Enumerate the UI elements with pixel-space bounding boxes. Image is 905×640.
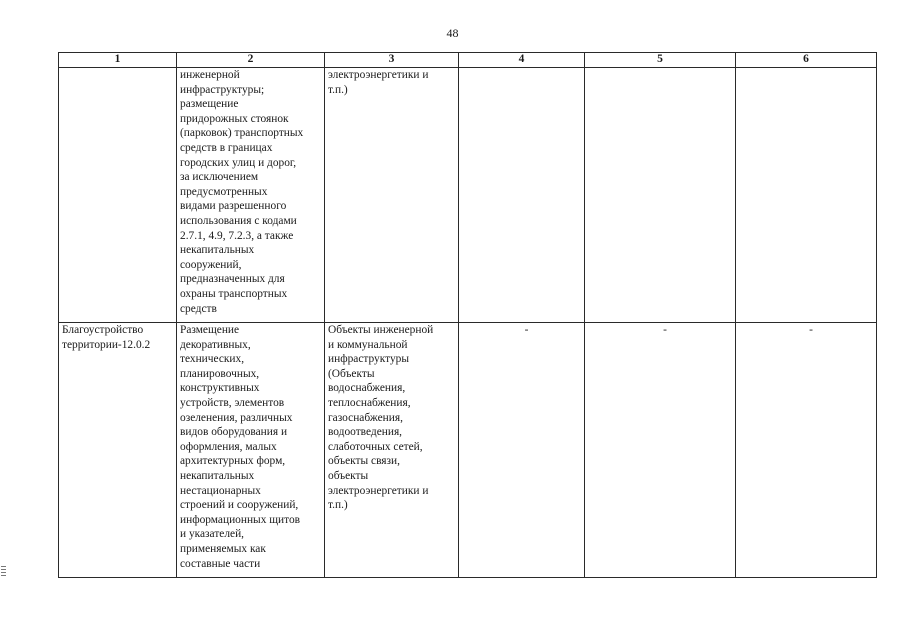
column-header-4: 4	[459, 53, 585, 68]
column-header-1: 1	[59, 53, 177, 68]
cell-capital-objects: электроэнергетики и т.п.)	[328, 69, 429, 96]
table-cell	[325, 68, 459, 323]
cell-column-4	[462, 68, 581, 322]
permitted-use-table	[58, 52, 877, 578]
table-row	[59, 68, 877, 323]
table-cell	[736, 323, 877, 578]
table-header-row	[59, 53, 877, 68]
table-cell	[59, 323, 177, 578]
cell-use-type	[62, 68, 173, 322]
table-row	[59, 323, 877, 578]
page-number: 48	[446, 26, 459, 40]
table-cell	[459, 68, 585, 323]
cell-use-type: Благоустройство территории-12.0.2	[62, 324, 151, 351]
cell-use-description: инженерной инфраструктуры; размещение придорожных стоянок (парковок) транспортных средств в границах городских улиц и дорог, за исключением предусмотренных видами разрешенного использования с кодами 2.7.1, 4.9, 7.2.3, а также некапитальных сооружений, предназначенных для охраны транспортных средств	[180, 69, 304, 315]
table-cell	[585, 323, 736, 578]
table-cell	[585, 68, 736, 323]
cell-column-5: -	[663, 324, 667, 336]
cell-use-description: Размещение декоративных, технических, планировочных, конструктивных устройств, элементов озеленения, различных видов оборудования и оформления, малых архитектурных форм, некапитальных нестационарных строений и сооружений, информационных щитов и указателей, применяемых как составные части	[180, 324, 301, 570]
column-header-2: 2	[177, 53, 325, 68]
table-cell	[59, 68, 177, 323]
table-cell	[325, 323, 459, 578]
table-cell	[177, 323, 325, 578]
cell-column-4: -	[524, 324, 529, 336]
table-cell	[459, 323, 585, 578]
table-cell	[736, 68, 877, 323]
scan-edge-mark	[1, 566, 6, 577]
column-header-6: 6	[736, 53, 877, 68]
cell-column-5	[588, 68, 732, 322]
cell-column-6: -	[809, 324, 813, 336]
column-header-5: 5	[585, 53, 736, 68]
column-header-3: 3	[325, 53, 459, 68]
table-cell	[177, 68, 325, 323]
cell-column-6	[739, 68, 873, 322]
cell-capital-objects: Объекты инженерной и коммунальной инфраструктуры (Объекты водоснабжения, теплоснабжения, газоснабжения, водоотведения, слаботочных сетей, объекты связи, объекты электроэнергетики и т.п.)	[328, 324, 434, 512]
